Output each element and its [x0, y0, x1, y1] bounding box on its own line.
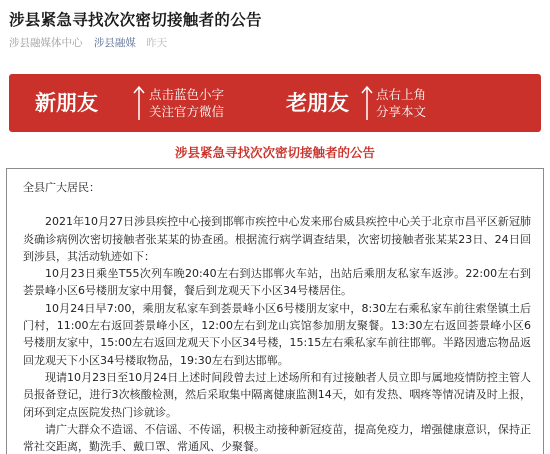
banner-tap-top-right: 点右上角: [376, 87, 427, 102]
notice-content: [23, 179, 531, 454]
notice-paragraph: 现请10月23日至10月24日上述时间段曾去过上述场所和有过接触者人员立即与属地疫情防控主管人员报备登记，进行3次核酸检测，然后采取集中隔离健康监测14天，如有发热、咽疼等情况请及时上报，闭环到定点医院发热门诊就诊。: [23, 370, 531, 419]
notice-content-box: [6, 168, 544, 454]
banner-tap-blue-text: 点击蓝色小字: [149, 87, 225, 102]
notice-paragraph: 2021年10月27日涉县疾控中心接到邯郸市疾控中心发来邢台威县疾控中心关于北京市昌平区新冠肺炎确诊病例次密切接触者张某某的协查函。根据流行病学调查结果，次密切接触者张某某23日、24日回到涉县，其活动轨迹如下：: [23, 215, 531, 263]
arrow-up-icon: [133, 85, 145, 121]
notice-paragraph: 10月24日早7:00，乘朋友私家车到荟景峰小区6号楼朋友家中，8:30左右乘私家车前往索堡镇土后门村，11:00左右返回荟景峰小区，12:00左右到龙山宾馆参加朋友聚餐。13:30左右返回荟景峰小区6号楼朋友家中，15:00左右返回龙观天下小区34号楼，15:15左右乘私家车前往邯郸。半路因遗忘物品返回龙观天下小区34号楼取物品，19:30左右到达邯郸。: [23, 301, 531, 367]
publish-date: 昨天: [146, 37, 168, 49]
banner-share-article: 分享本文: [376, 104, 427, 119]
account-name-link[interactable]: 涉县融媒: [93, 37, 136, 49]
banner-follow-official: 关注官方微信: [149, 104, 225, 119]
banner-new-friend: 新朋友: [35, 91, 98, 115]
article-source: 涉县融媒体中心: [9, 37, 83, 49]
notice-heading: 涉县紧急寻找次次密切接触者的公告: [174, 145, 375, 160]
notice-paragraph: 请广大群众不造谣、不信谣、不传谣，积极主动接种新冠疫苗，提高免疫力，增强健康意识，保持正常社交距离，勤洗手、戴口罩、常通风、少聚餐。: [23, 422, 531, 454]
article-meta: [9, 35, 167, 50]
notice-paragraph: 10月23日乘坐T55次列车晚20:40左右到达邯郸火车站，出站后乘朋友私家车返涉。22:00左右到荟景峰小区6号楼朋友家中用餐，餐后到龙观天下小区34号楼居住。: [23, 267, 531, 298]
article-title: 涉县紧急寻找次次密切接触者的公告: [9, 11, 262, 29]
follow-share-banner: [9, 74, 541, 132]
notice-greeting: 全县广大居民：: [23, 181, 100, 194]
banner-old-friend: 老朋友: [286, 91, 349, 115]
arrow-up-icon: [361, 85, 373, 121]
